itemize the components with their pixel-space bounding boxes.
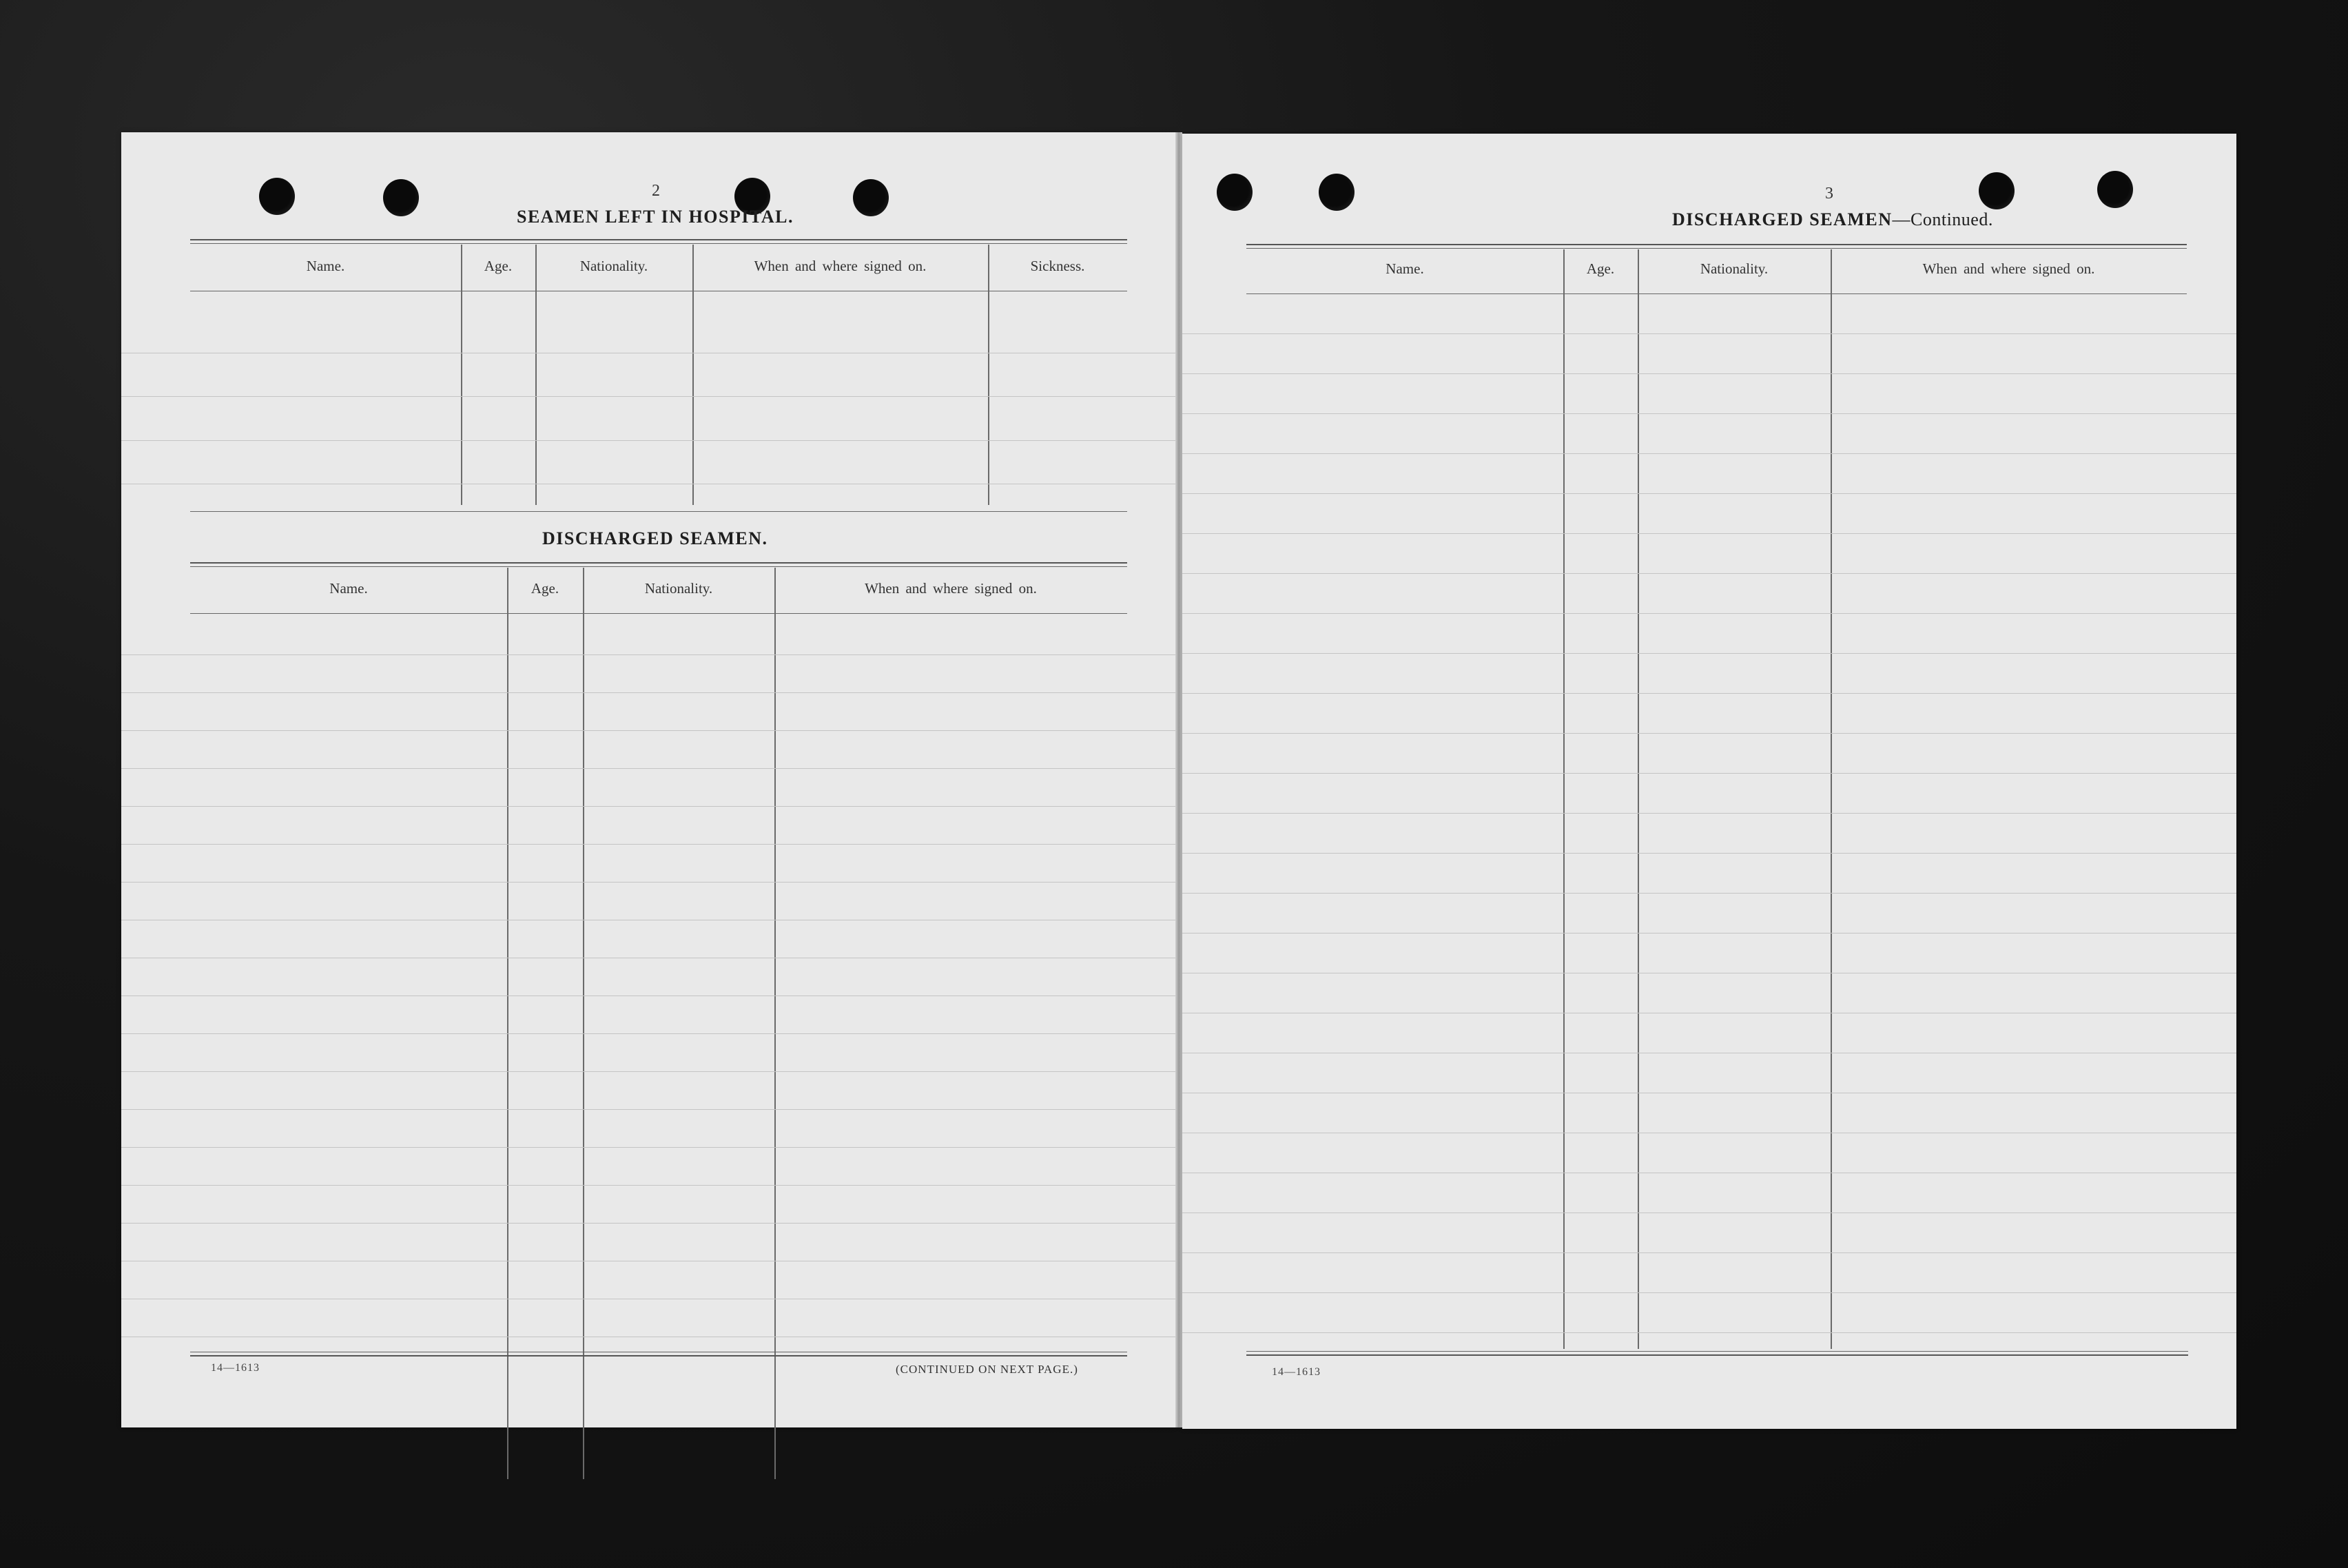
ruled-line (121, 768, 1175, 769)
ruled-line (121, 882, 1175, 883)
ruled-line (121, 1071, 1175, 1072)
left-page (121, 132, 1175, 1427)
ruled-line (121, 1185, 1175, 1186)
punch-hole (853, 179, 889, 216)
ruled-line (121, 1147, 1175, 1148)
punch-hole (1319, 174, 1355, 211)
punch-hole (2097, 171, 2133, 208)
ruled-line (1182, 773, 2236, 774)
ruled-line (1182, 573, 2236, 574)
ruled-line (1182, 813, 2236, 814)
ruled-line (1182, 733, 2236, 734)
hospital-section-title: SEAMEN LEFT IN HOSPITAL. (517, 207, 794, 227)
ruled-line (121, 692, 1175, 693)
page-number: 2 (652, 182, 661, 200)
right-page (1182, 134, 2236, 1429)
punch-hole (1217, 174, 1253, 211)
ruled-line (121, 654, 1175, 655)
column-header-name: Name. (306, 258, 345, 274)
column-header-name: Name. (329, 580, 368, 597)
column-header-sickness: Sickness. (1030, 258, 1085, 274)
discharged-section-title: DISCHARGED SEAMEN. (542, 528, 768, 548)
column-header-age: Age. (1586, 260, 1615, 277)
column-header-age: Age. (484, 258, 513, 274)
ruled-line (1182, 373, 2236, 374)
title-suffix: —Continued. (1892, 209, 1993, 229)
column-header-name: Name. (1386, 260, 1424, 277)
column-header-when-where: When and where signed on. (754, 258, 927, 274)
ruled-line (1182, 1292, 2236, 1293)
page-gutter (1175, 132, 1182, 1427)
ruled-line (1182, 853, 2236, 854)
ruled-line (1182, 1332, 2236, 1333)
ruled-line (1182, 493, 2236, 494)
form-code: 14—1613 (211, 1362, 260, 1374)
punch-hole (259, 178, 295, 215)
column-header-nationality: Nationality. (1700, 260, 1769, 277)
ruled-line (1182, 453, 2236, 454)
ruled-line (121, 844, 1175, 845)
ruled-line (121, 806, 1175, 807)
column-header-when-where: When and where signed on. (1922, 260, 2095, 277)
title-main: DISCHARGED SEAMEN (1672, 209, 1893, 229)
column-header-when-where: When and where signed on. (865, 580, 1037, 597)
column-header-age: Age. (531, 580, 559, 597)
form-code: 14—1613 (1272, 1366, 1321, 1378)
ruled-line (121, 1223, 1175, 1224)
ruled-line (1182, 653, 2236, 654)
punch-hole (383, 179, 419, 216)
ruled-line (1182, 613, 2236, 614)
column-header-nationality: Nationality. (644, 580, 713, 597)
discharged-continued-title (1672, 209, 1993, 230)
document-spread (121, 132, 2236, 1427)
ruled-line (1182, 1252, 2236, 1253)
ruled-line (1182, 413, 2236, 414)
punch-hole (1979, 172, 2015, 209)
column-header-nationality: Nationality. (579, 258, 648, 274)
ruled-line (121, 1033, 1175, 1034)
ruled-line (1182, 893, 2236, 894)
continued-note: (CONTINUED ON NEXT PAGE.) (896, 1363, 1078, 1376)
ruled-line (121, 730, 1175, 731)
ruled-line (1182, 333, 2236, 334)
ruled-line (1182, 533, 2236, 534)
ruled-line (121, 1109, 1175, 1110)
page-number: 3 (1825, 185, 1834, 203)
ruled-line (1182, 693, 2236, 694)
